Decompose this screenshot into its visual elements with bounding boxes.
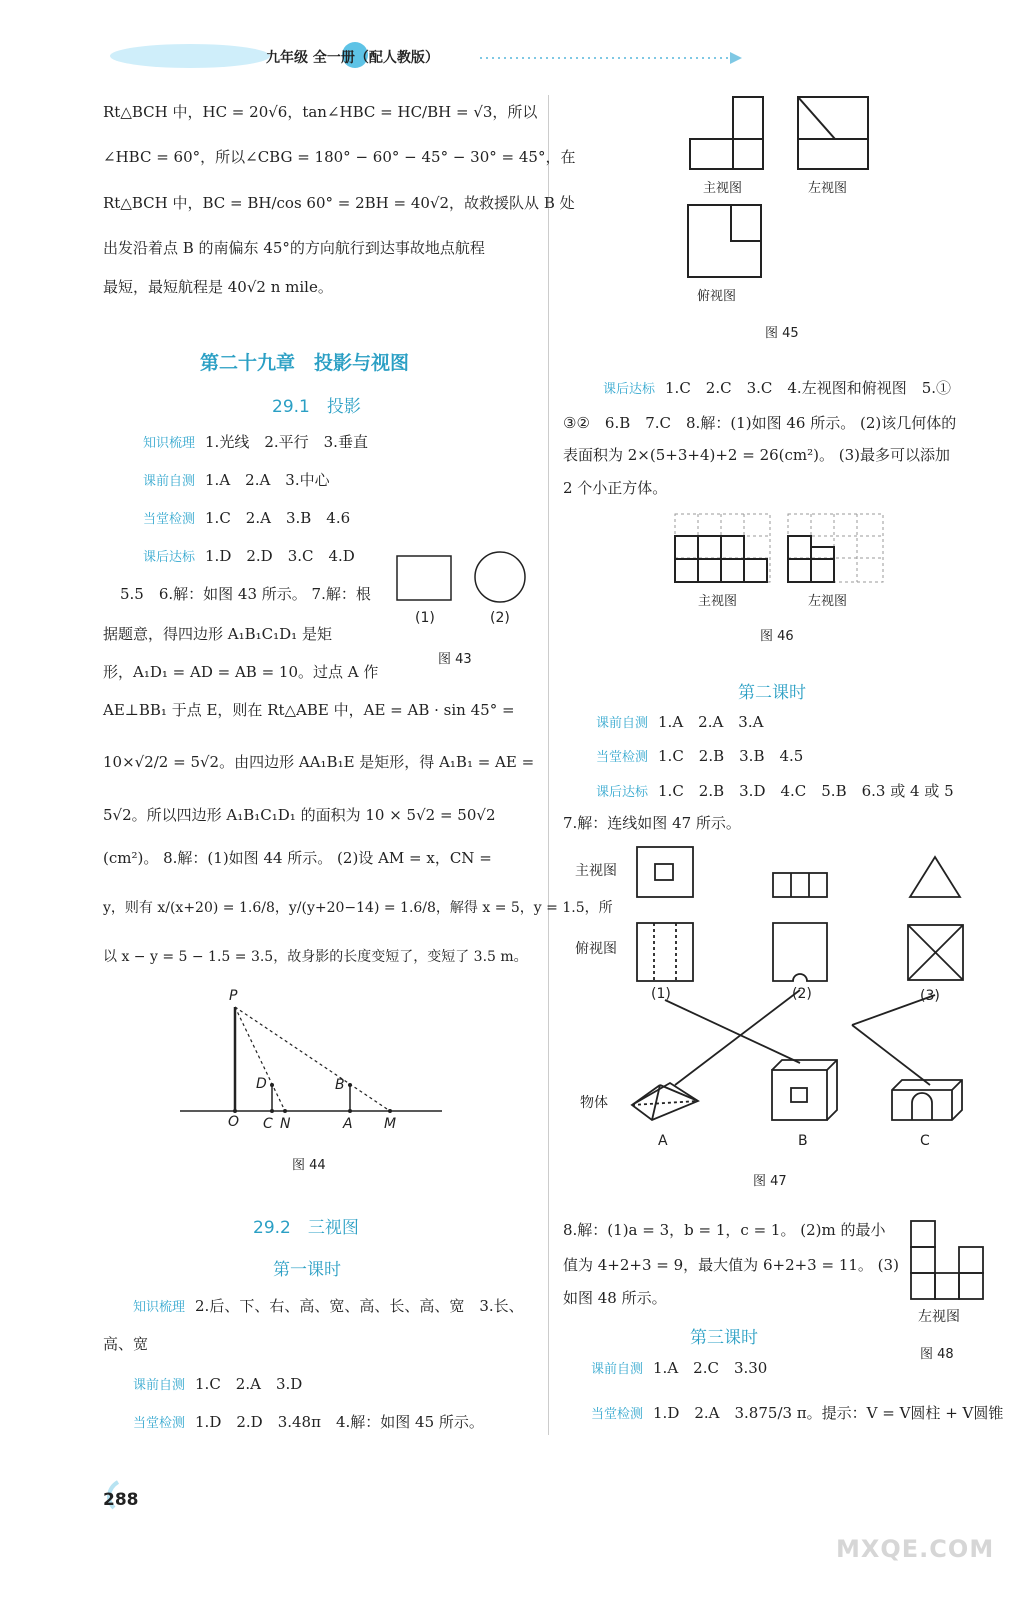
answer-row [133,1412,484,1434]
row-text: 1.C 2.B 3.D 4.C 5.B 6.3 或 4 或 5 [658,782,954,800]
text-line: 7.解：连线如图 47 所示。 [563,814,741,832]
fig43-shapes [395,548,535,608]
fig47-top-label: 俯视图 [575,941,617,957]
answer-row [143,546,355,568]
text-line: ③② 6.B 7.C 8.解：(1)如图 46 所示。 (2)该几何体的 [563,414,957,432]
fig44-label-O: O [228,1114,240,1130]
text-line: ∠HBC = 60°，所以∠CBG = 180° − 60° − 45° − 30° = 45°，在 [103,148,576,166]
row-tag: 课后达标 [603,382,656,397]
answer-row [143,432,368,454]
answer-row [596,712,763,734]
text-line: 值为 4+2+3 = 9，最大值为 6+2+3 = 11。 (3) [563,1256,899,1274]
fig48-left-label: 左视图 [918,1309,960,1325]
fig47-label-3: (3) [920,988,940,1004]
fig45-main-label: 主视图 [703,181,743,196]
row-tag: 知识梳理 [143,436,196,451]
text-line: y，则有 x/(x+20) = 1.6/8，y/(y+20−14) = 1.6/8，解得 x = 5，y = 1.5，所 [103,900,613,916]
text-line: 高、宽 [103,1335,149,1353]
row-text: 1.光线 2.平行 3.垂直 [205,433,368,451]
answer-row [133,1296,524,1318]
answer-row [143,470,330,492]
text-line: 8.解：(1)a = 3，b = 1，c = 1。 (2)m 的最小 [563,1221,886,1239]
fig44-label-N: N [280,1116,291,1132]
header-title: 九年级 全一册（配人教版） [266,50,439,66]
answer-row [143,508,350,530]
answer-row [596,746,803,768]
fig46-caption: 图 46 [760,629,794,644]
answer-row [591,1358,767,1380]
row-text: 1.D 2.A 3.875/3 π。提示：V = V圆柱 + V圆锥 [653,1404,1004,1422]
text-line: 出发沿着点 B 的南偏东 45°的方向航行到达事故地点航程 [103,239,485,257]
text-line: 最短，最短航程是 40√2 n mile。 [103,278,333,296]
fig44-label-D: D [256,1076,267,1092]
row-tag: 课后达标 [143,550,196,565]
fig47-caption: 图 47 [753,1174,787,1189]
text-line: 以 x − y = 5 − 1.5 = 3.5，故身影的长度变短了，变短了 3.5 m。 [103,949,528,965]
row-text: 1.D 2.D 3.48π 4.解：如图 45 所示。 [195,1413,484,1431]
row-tag: 当堂检测 [143,512,196,527]
fig45-caption: 图 45 [765,326,799,341]
fig43-caption: 图 43 [438,652,472,667]
fig47-label-A: A [658,1133,668,1149]
text-line: AE⊥BB₁ 于点 E，则在 Rt△ABE 中，AE = AB · sin 45° = [103,701,515,719]
text-line: 表面积为 2×(5+3+4)+2 = 26(cm²)。 (3)最多可以添加 [563,446,951,464]
text-line: Rt△BCH 中，HC = 20√6，tan∠HBC = HC/BH = √3，所以 [103,103,538,121]
row-text: 1.A 2.A 3.中心 [205,471,330,489]
fig45-top-label: 俯视图 [697,289,737,304]
fig47-object-label: 物体 [580,1095,608,1111]
row-tag: 课前自测 [133,1378,186,1393]
fig46-views [673,512,888,584]
fig43-label-2: (2) [490,610,510,626]
text-line: 形，A₁D₁ = AD = AB = 10。过点 A 作 [103,663,379,681]
row-tag: 当堂检测 [133,1416,186,1431]
text-line: 5.5 6.解：如图 43 所示。 7.解：根 [120,585,371,603]
fig44-caption: 图 44 [292,1158,326,1173]
fig48-view [908,1218,986,1302]
fig44-label-C: C [263,1116,273,1132]
row-text: 1.C 2.A 3.B 4.6 [205,509,351,527]
row-tag: 知识梳理 [133,1300,186,1315]
page-number: 288 [103,1490,139,1510]
fig44-label-M: M [384,1116,397,1132]
fig47-label-1: (1) [651,986,671,1002]
row-text: 1.C 2.A 3.D [195,1375,303,1393]
answer-row [591,1403,1003,1425]
fig47-label-2: (2) [792,986,812,1002]
answer-row [133,1374,302,1396]
watermark: MXQE.COM [836,1535,995,1563]
row-tag: 课前自测 [591,1362,644,1377]
lesson-title: 第三课时 [690,1328,758,1348]
text-line: Rt△BCH 中，BC = BH/cos 60° = 2BH = 40√2，故救援队从 B 处 [103,194,575,212]
row-tag: 课前自测 [596,716,649,731]
row-text: 2.后、下、右、高、宽、高、长、高、宽 3.长、 [195,1297,524,1315]
fig46-main-label: 主视图 [698,594,738,609]
section-title: 29.2 三视图 [253,1218,359,1238]
fig45-left-label: 左视图 [808,181,848,196]
row-tag: 当堂检测 [591,1407,644,1422]
row-text: 1.D 2.D 3.C 4.D [205,547,355,565]
row-text: 1.A 2.C 3.30 [653,1359,768,1377]
text-line: 2 个小正方体。 [563,479,668,497]
fig44-label-B: B [335,1077,345,1093]
answer-row [596,781,954,803]
fig44-label-P: P [229,988,238,1004]
row-tag: 课后达标 [596,785,649,800]
fig47-label-C: C [920,1133,930,1149]
text-line: (cm²)。 8.解：(1)如图 44 所示。 (2)设 AM = x，CN = [103,849,492,867]
text-line: 5√2。所以四边形 A₁B₁C₁D₁ 的面积为 10 × 5√2 = 50√2 [103,806,496,824]
lesson-title: 第二课时 [738,683,806,703]
section-title: 29.1 投影 [272,397,361,417]
fig47-label-B: B [798,1133,808,1149]
fig44-diagram [180,995,445,1125]
row-text: 1.A 2.A 3.A [658,713,764,731]
lesson-title: 第一课时 [273,1260,341,1280]
text-line: 据题意，得四边形 A₁B₁C₁D₁ 是矩 [103,625,332,643]
fig44-label-A: A [343,1116,353,1132]
fig46-left-label: 左视图 [808,594,848,609]
text-line: 10×√2/2 = 5√2。由四边形 AA₁B₁E 是矩形，得 A₁B₁ = AE = [103,753,535,771]
row-tag: 当堂检测 [596,750,649,765]
fig47-main-label: 主视图 [575,863,617,879]
fig43-label-1: (1) [415,610,435,626]
column-divider [548,95,549,1435]
fig48-caption: 图 48 [920,1347,954,1362]
answer-row [603,378,951,400]
chapter-title: 第二十九章 投影与视图 [200,352,410,374]
row-text: 1.C 2.C 3.C 4.左视图和俯视图 5.① [665,379,952,397]
row-text: 1.C 2.B 3.B 4.5 [658,747,804,765]
fig47-diagram [630,845,980,1125]
text-line: 如图 48 所示。 [563,1289,667,1307]
row-tag: 课前自测 [143,474,196,489]
